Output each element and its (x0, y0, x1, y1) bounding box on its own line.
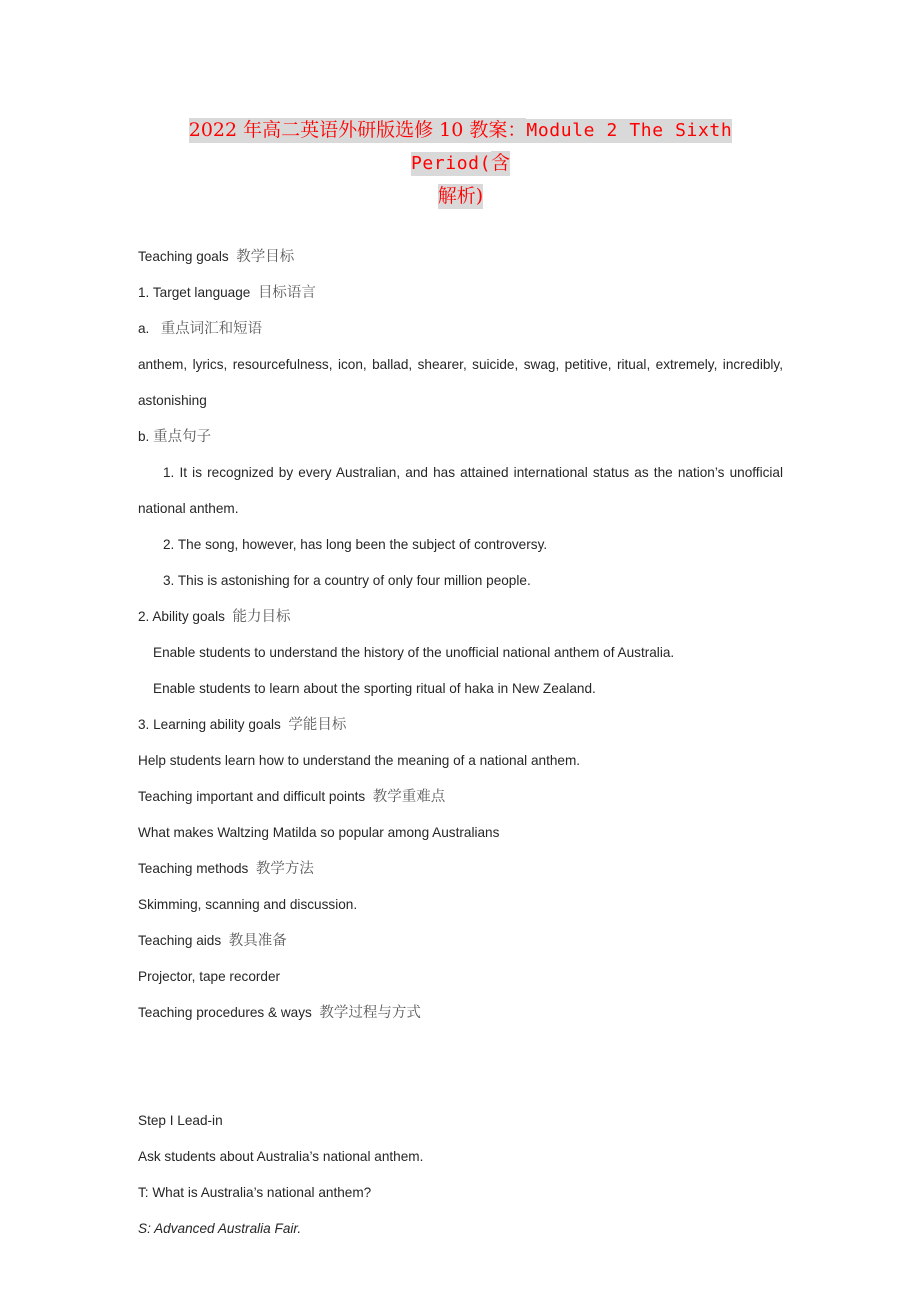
paragraph-aids (138, 923, 783, 959)
teaching-goals-label-cn: 教学目标 (236, 249, 295, 265)
paragraph-step-1-line-1: Ask students about Australia’s national anthem. (138, 1149, 424, 1164)
paragraph-methods-text: Skimming, scanning and discussion. (138, 897, 358, 912)
target-language-label: 1. Target language (138, 285, 251, 300)
paragraph-teaching-goals (138, 239, 783, 275)
learning-ability-goals-label-cn: 学能目标 (288, 717, 347, 733)
item-b-label-cn: 重点句子 (153, 429, 212, 445)
spacer (248, 861, 256, 876)
target-language-label-cn: 目标语言 (257, 285, 316, 301)
spacer (365, 789, 373, 804)
blank-line-2 (138, 1067, 783, 1103)
title-segment-chinese-jiexi: 解析) (437, 185, 484, 207)
paragraph-sentence-3: 3. This is astonishing for a country of only four million people. (163, 573, 531, 588)
item-a-label-cn: 重点词汇和短语 (160, 321, 263, 337)
document-text-column (138, 0, 787, 1247)
paragraph-aids-text: Projector, tape recorder (138, 969, 281, 984)
aids-label-cn: 教具准备 (228, 933, 287, 949)
paragraph-ability-goal-1: Enable students to understand the history of the unofficial national anthem of Australia. (153, 645, 675, 660)
title-segment-latin: Module 2 The Sixth Period( (410, 120, 733, 174)
title-segment-chinese-han: 含 (491, 152, 511, 174)
paragraph-learning-ability-goals (138, 707, 783, 743)
learning-ability-goals-label: 3. Learning ability goals (138, 717, 281, 732)
paragraph-step-1-line-3: S: Advanced Australia Fair. (138, 1221, 302, 1236)
document-content (138, 213, 787, 1247)
paragraph-methods (138, 851, 783, 887)
spacer (250, 285, 258, 300)
procedures-label-cn: 教学过程与方式 (319, 1005, 421, 1021)
spacer (221, 933, 229, 948)
paragraph-important-points-text: What makes Waltzing Matilda so popular among Australians (138, 825, 500, 840)
aids-label: Teaching aids (138, 933, 222, 948)
teaching-goals-label: Teaching goals (138, 249, 229, 264)
paragraph-item-a (138, 311, 783, 347)
ability-goals-label: 2. Ability goals (138, 609, 225, 624)
ability-goals-label-cn: 能力目标 (232, 609, 291, 625)
paragraph-ability-goal-2: Enable students to learn about the sporting ritual of haka in New Zealand. (153, 681, 596, 696)
title-segment-chinese-lead: 2022 年高二英语外研版选修 10 教案： (188, 119, 527, 141)
paragraph-target-language (138, 275, 783, 311)
blank-line-1 (138, 1031, 783, 1067)
paragraph-item-b (138, 419, 783, 455)
paragraph-step-1-heading: Step I Lead-in (138, 1113, 223, 1128)
procedures-label: Teaching procedures & ways (138, 1005, 312, 1020)
item-b-label: b. (138, 429, 150, 444)
paragraph-learning-ability-goal-1: Help students learn how to understand the meaning of a national anthem. (138, 753, 581, 768)
paragraph-sentence-2: 2. The song, however, has long been the subject of controversy. (163, 537, 548, 552)
paragraph-sentence-1: 1. It is recognized by every Australian, and has attained international status as the nation’s unofficial national anthem. (138, 465, 787, 516)
paragraph-step-1-line-2: T: What is Australia’s national anthem? (138, 1185, 372, 1200)
paragraph-important-points (138, 779, 783, 815)
document-title (138, 0, 783, 213)
important-points-label-cn: 教学重难点 (372, 789, 446, 805)
paragraph-procedures (138, 995, 783, 1031)
paragraph-vocabulary-list: anthem, lyrics, resourcefulness, icon, ballad, shearer, suicide, swag, petitive, ritual, extremely, incredibly, astonishing (138, 357, 787, 408)
methods-label: Teaching methods (138, 861, 249, 876)
methods-label-cn: 教学方法 (255, 861, 314, 877)
important-points-label: Teaching important and difficult points (138, 789, 366, 804)
item-a-label: a. (138, 321, 150, 336)
spacer (149, 321, 160, 336)
paragraph-ability-goals (138, 599, 783, 635)
